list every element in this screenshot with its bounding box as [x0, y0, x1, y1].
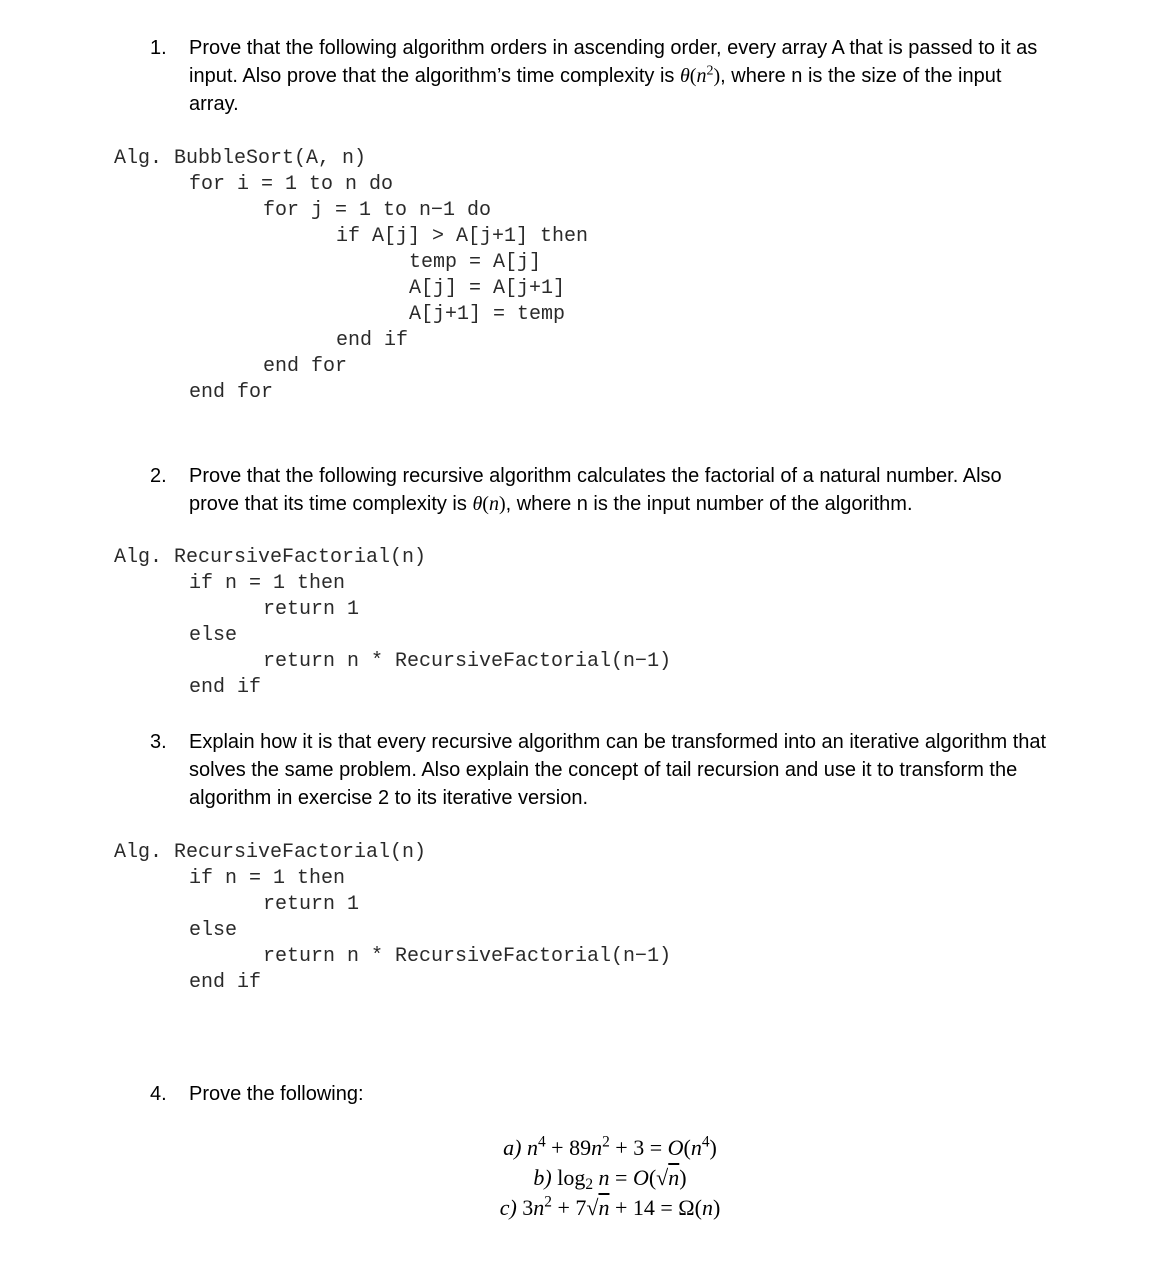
code-line: if A[j] > A[j+1] then — [336, 225, 589, 248]
formula-b: b) $\log_2 n = O(√n)$ — [533, 1165, 687, 1193]
question-2-text: Prove that the following recursive algorithm calculates the factorial of a natural number. Also prove that its time complexity is θ(n), where n is the input number of the algorithm. — [189, 465, 1002, 515]
question-1-number: 1. — [150, 37, 167, 59]
code-line: Alg. RecursiveFactorial(n) — [114, 841, 427, 864]
code-line: end if — [189, 971, 262, 994]
code-line: for i = 1 to n do — [189, 173, 394, 196]
formula-a: a) $n^4 + 89n^2 + 3 = O(n^4)$ — [503, 1133, 717, 1160]
code-line: end if — [336, 329, 409, 352]
question-4-text: Prove the following: — [189, 1083, 364, 1105]
question-1 — [150, 34, 1050, 118]
code-line: return n * RecursiveFactorial(n−1) — [263, 650, 672, 673]
question-3-number: 3. — [150, 731, 167, 753]
code-line: return 1 — [263, 598, 360, 621]
question-4 — [150, 1080, 1050, 1108]
code-line: else — [189, 919, 238, 942]
question-4-number: 4. — [150, 1083, 167, 1105]
code-line: return n * RecursiveFactorial(n−1) — [263, 945, 672, 968]
code-line: if n = 1 then — [189, 572, 346, 595]
formulas — [400, 1133, 820, 1223]
question-2 — [150, 462, 1050, 518]
code-line: temp = A[j] — [409, 251, 542, 274]
code-line: for j = 1 to n−1 do — [263, 199, 492, 222]
code-line: Alg. BubbleSort(A, n) — [114, 147, 367, 170]
formula-c: c) $3n^2 + 7√n + 14 = \Omega(n)$ — [499, 1193, 721, 1220]
code-line: A[j+1] = temp — [409, 303, 566, 326]
code-line: end for — [263, 355, 348, 378]
code-line: return 1 — [263, 893, 360, 916]
code-line: end if — [189, 676, 262, 699]
code-line: Alg. RecursiveFactorial(n) — [114, 546, 427, 569]
code-line: if n = 1 then — [189, 867, 346, 890]
code-line: end for — [189, 381, 274, 404]
code-line: A[j] = A[j+1] — [409, 277, 566, 300]
question-3 — [150, 728, 1050, 812]
question-2-number: 2. — [150, 465, 167, 487]
code-line: else — [189, 624, 238, 647]
question-1-text: Prove that the following algorithm orders in ascending order, every array A that is passed to it as input. Also prove that the algorithm’s time complexity is $\theta(n^2)$, where n is the size of the input array. — [189, 37, 1038, 115]
question-3-text: Explain how it is that every recursive algorithm can be transformed into an iterative algorithm that solves the same problem. Also explain the concept of tail recursion and use it to transform the algorithm in exercise 2 to its iterative version. — [189, 731, 1047, 809]
